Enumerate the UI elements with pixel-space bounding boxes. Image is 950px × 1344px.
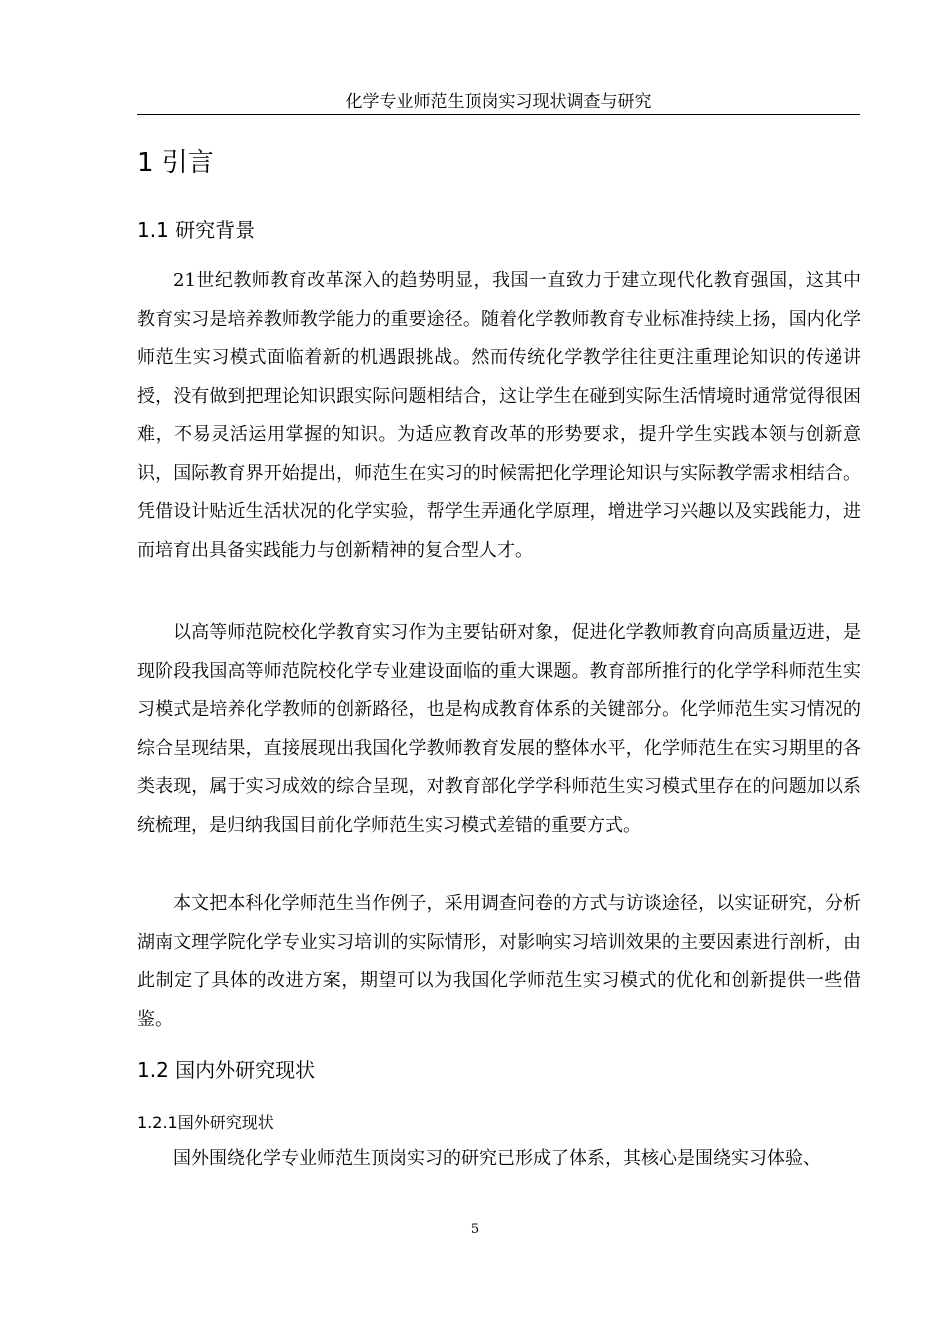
running-header: 化学专业师范生顶岗实习现状调查与研究 bbox=[137, 92, 860, 115]
body-paragraph-3: 本文把本科化学师范生当作例子，采用调查问卷的方式与访谈途径，以实证研究，分析湖南文理学院化学专业实习培训的实际情形，对影响实习培训效果的主要因素进行剖析，由此制定了具体的改进方案，期望可以为我国化学师范生实习模式的优化和创新提供一些借鉴。 bbox=[137, 893, 861, 1030]
page-number: 5 bbox=[470, 1222, 480, 1237]
body-paragraph-1: 21世纪教师教育改革深入的趋势明显，我国一直致力于建立现代化教育强国，这其中教育实习是培养教师教学能力的重要途径。随着化学教师教育专业标准持续上扬，国内化学师范生实习模式面临着新的机遇跟挑战。然而传统化学教学往往更注重理论知识的传递讲授，没有做到把理论知识跟实际问题相结合，这让学生在碰到实际生活情境时通常觉得很困难，不易灵活运用掌握的知识。为适应教育改革的形势要求，提升学生实践本领与创新意识，国际教育界开始提出，师范生在实习的时候需把化学理论知识与实际教学需求相结合。凭借设计贴近生活状况的化学实验，帮学生弄通化学原理，增进学习兴趣以及实践能力，进而培育出具备实践能力与创新精神的复合型人才。 bbox=[137, 270, 861, 561]
section-heading-1-1: 1.1 研究背景 bbox=[137, 218, 256, 242]
body-paragraph-2: 以高等师范院校化学教育实习作为主要钻研对象，促进化学教师教育向高质量迈进，是现阶段我国高等师范院校化学专业建设面临的重大课题。教育部所推行的化学学科师范生实习模式是培养化学教师的创新路径，也是构成教育体系的关键部分。化学师范生实习情况的综合呈现结果，直接展现出我国化学教师教育发展的整体水平，化学师范生在实习期里的各类表现，属于实习成效的综合呈现，对教育部化学学科师范生实习模式里存在的问题加以系统梳理，是归纳我国目前化学师范生实习模式差错的重要方式。 bbox=[137, 622, 861, 836]
chapter-heading: 1 引言 bbox=[137, 148, 214, 178]
body-paragraph-4: 国外围绕化学专业师范生顶岗实习的研究已形成了体系，其核心是围绕实习体验、 bbox=[173, 1148, 821, 1169]
subsection-heading-1-2-1: 1.2.1国外研究现状 bbox=[137, 1113, 274, 1132]
section-heading-1-2: 1.2 国内外研究现状 bbox=[137, 1058, 316, 1082]
